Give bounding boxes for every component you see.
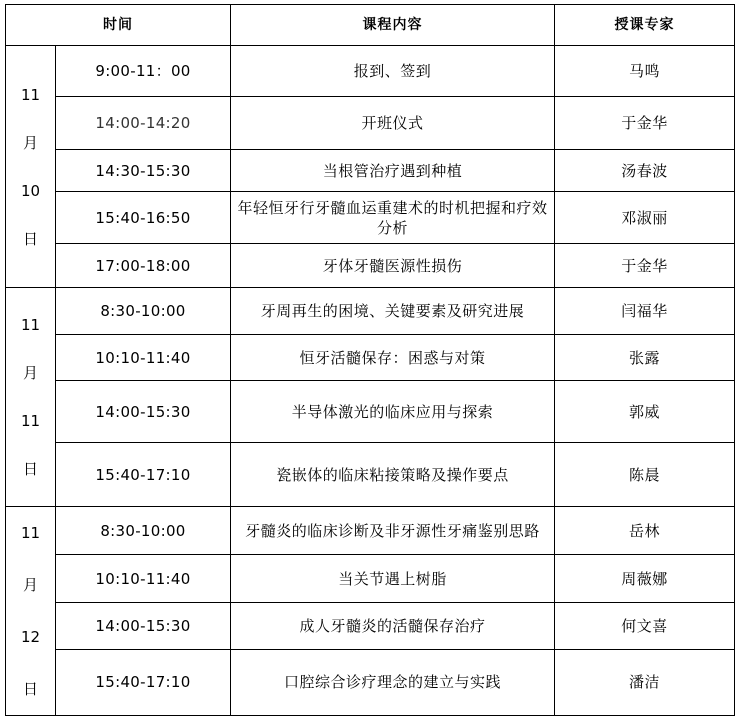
session-expert: 张露 xyxy=(555,335,735,381)
session-course: 成人牙髓炎的活髓保存治疗 xyxy=(231,602,555,649)
session-time: 15:40-16:50 xyxy=(56,192,231,244)
session-course: 瓷嵌体的临床粘接策略及操作要点 xyxy=(231,443,555,507)
session-expert: 周薇娜 xyxy=(555,555,735,602)
session-time: 14:30-15:30 xyxy=(56,150,231,192)
session-course: 开班仪式 xyxy=(231,97,555,150)
table-row xyxy=(6,649,735,715)
session-course: 年轻恒牙行牙髓血运重建术的时机把握和疗效分析 xyxy=(231,192,555,244)
session-time: 9:00-11：00 xyxy=(56,46,231,97)
session-course: 口腔综合诊疗理念的建立与实践 xyxy=(231,649,555,715)
session-time: 10:10-11:40 xyxy=(56,335,231,381)
table-row xyxy=(6,602,735,649)
session-time: 14:00-15:30 xyxy=(56,602,231,649)
date-month-number: 11 xyxy=(20,85,41,104)
date-month-char: 月 xyxy=(22,364,38,382)
date-day-char: 日 xyxy=(22,229,38,248)
date-month-number: 11 xyxy=(20,524,41,542)
session-time: 15:40-17:10 xyxy=(56,649,231,715)
session-expert: 马鸣 xyxy=(555,46,735,97)
session-expert: 汤春波 xyxy=(555,150,735,192)
session-expert: 于金华 xyxy=(555,244,735,288)
table-row xyxy=(6,335,735,381)
date-cell-day2 xyxy=(6,288,56,507)
session-course: 半导体激光的临床应用与探索 xyxy=(231,381,555,443)
date-day-char: 日 xyxy=(22,680,38,698)
session-time: 8:30-10:00 xyxy=(56,507,231,555)
session-course: 牙体牙髓医源性损伤 xyxy=(231,244,555,288)
session-time: 8:30-10:00 xyxy=(56,288,231,335)
header-expert: 授课专家 xyxy=(555,5,735,46)
session-expert: 潘洁 xyxy=(555,649,735,715)
header-course: 课程内容 xyxy=(231,5,555,46)
session-expert: 于金华 xyxy=(555,97,735,150)
session-expert: 郭威 xyxy=(555,381,735,443)
table-row xyxy=(6,150,735,192)
session-expert: 邓淑丽 xyxy=(555,192,735,244)
session-expert: 岳林 xyxy=(555,507,735,555)
date-day-char: 日 xyxy=(22,460,38,478)
session-time: 14:00-14:20 xyxy=(56,97,231,150)
session-course: 牙髓炎的临床诊断及非牙源性牙痛鉴别思路 xyxy=(231,507,555,555)
table-row xyxy=(6,46,735,97)
date-day-number: 11 xyxy=(20,412,41,430)
session-expert: 陈晨 xyxy=(555,443,735,507)
session-expert: 何文喜 xyxy=(555,602,735,649)
date-day-number: 12 xyxy=(20,628,41,646)
session-course: 当关节遇上树脂 xyxy=(231,555,555,602)
session-course: 恒牙活髓保存：困惑与对策 xyxy=(231,335,555,381)
session-time: 14:00-15:30 xyxy=(56,381,231,443)
session-expert: 闫福华 xyxy=(555,288,735,335)
header-row xyxy=(6,5,735,46)
header-time: 时间 xyxy=(6,5,231,46)
session-course: 报到、签到 xyxy=(231,46,555,97)
table-row xyxy=(6,244,735,288)
date-cell-day1 xyxy=(6,46,56,288)
table-row xyxy=(6,507,735,555)
table-row xyxy=(6,192,735,244)
date-month-char: 月 xyxy=(22,133,38,152)
table-row xyxy=(6,288,735,335)
table-row xyxy=(6,381,735,443)
session-course: 当根管治疗遇到种植 xyxy=(231,150,555,192)
table-row xyxy=(6,555,735,602)
date-day-number: 10 xyxy=(20,181,41,200)
session-time: 15:40-17:10 xyxy=(56,443,231,507)
session-time: 10:10-11:40 xyxy=(56,555,231,602)
schedule-table xyxy=(5,4,735,716)
date-month-number: 11 xyxy=(20,316,41,334)
date-cell-day3 xyxy=(6,507,56,716)
session-time: 17:00-18:00 xyxy=(56,244,231,288)
date-month-char: 月 xyxy=(22,576,38,594)
table-row xyxy=(6,443,735,507)
table-row xyxy=(6,97,735,150)
session-course: 牙周再生的困境、关键要素及研究进展 xyxy=(231,288,555,335)
